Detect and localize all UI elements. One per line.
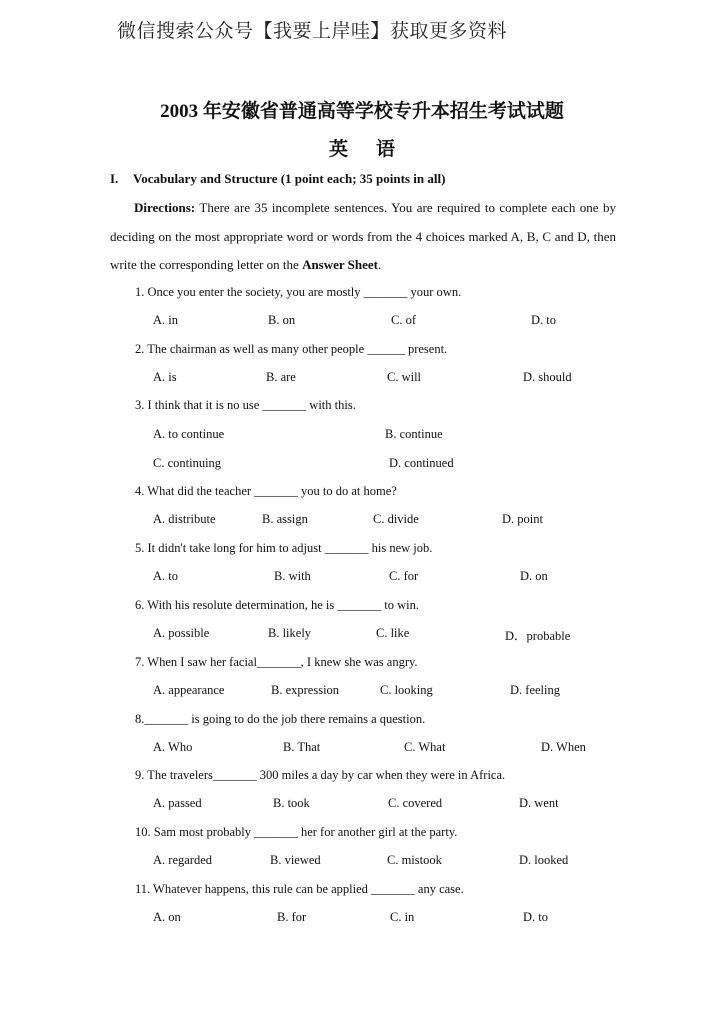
question-9-option-c: C. covered <box>388 796 443 810</box>
question-2: 2. The chairman as well as many other people ______ present. <box>135 342 448 356</box>
question-6: 6. With his resolute determination, he is _______ to win. <box>135 598 419 612</box>
question-1-option-d: D. to <box>531 313 556 327</box>
question-3-option-d: D. continued <box>389 456 454 470</box>
question-7-option-b: B. expression <box>271 683 340 697</box>
answer-sheet-label: Answer Sheet <box>302 257 379 272</box>
question-10-option-c: C. mistook <box>387 853 442 867</box>
directions-end: . <box>378 257 382 272</box>
question-6-option-d: D．probable <box>505 629 571 643</box>
question-5-option-a: A. to <box>153 569 178 583</box>
question-1-option-b: B. on <box>268 313 296 327</box>
directions-text: There are 35 incomplete sentences. You are required to complete each one by deciding on the most appropriate word or words from the 4 choices marked A, B, C and D, then write the corresponding letter on the <box>110 200 617 272</box>
question-9: 9. The travelers_______ 300 miles a day by car when they were in Africa. <box>135 768 506 782</box>
section-number: I. <box>110 171 119 186</box>
question-5-option-d: D. on <box>520 569 548 583</box>
question-5: 5. It didn't take long for him to adjust _______ his new job. <box>135 541 433 555</box>
directions-label: Directions: <box>134 200 196 215</box>
question-4-option-a: A. distribute <box>153 512 216 526</box>
section-heading-text: Vocabulary and Structure (1 point each; 35 points in all) <box>133 171 446 186</box>
question-1-option-c: C. of <box>391 313 416 327</box>
question-7-option-a: A. appearance <box>153 683 225 697</box>
question-8: 8._______ is going to do the job there remains a question. <box>135 712 426 726</box>
question-1: 1. Once you enter the society, you are mostly _______ your own. <box>135 285 462 299</box>
directions-paragraph <box>110 194 616 280</box>
question-6-option-a: A. possible <box>153 626 210 640</box>
question-9-option-b: B. took <box>273 796 310 810</box>
question-10-option-a: A. regarded <box>153 853 212 867</box>
question-8-option-d: D. When <box>541 740 586 754</box>
question-11-option-d: D. to <box>523 910 548 924</box>
question-4: 4. What did the teacher _______ you to do at home? <box>135 484 397 498</box>
question-2-option-c: C. will <box>387 370 422 384</box>
question-3-option-c: C. continuing <box>153 456 222 470</box>
question-4-option-b: B. assign <box>262 512 308 526</box>
question-7-option-d: D. feeling <box>510 683 560 697</box>
question-10-option-d: D. looked <box>519 853 569 867</box>
question-3: 3. I think that it is no use _______ with this. <box>135 398 356 412</box>
question-8-option-a: A. Who <box>153 740 193 754</box>
question-2-option-b: B. are <box>266 370 296 384</box>
question-6-option-b: B. likely <box>268 626 312 640</box>
watermark-banner: 微信搜索公众号【我要上岸哇】获取更多资料 <box>117 20 508 42</box>
section-heading <box>110 171 445 187</box>
question-6-option-c: C. like <box>376 626 410 640</box>
question-8-option-c: C. What <box>404 740 446 754</box>
question-1-option-a: A. in <box>153 313 178 327</box>
question-11: 11. Whatever happens, this rule can be applied _______ any case. <box>135 882 464 896</box>
question-10: 10. Sam most probably _______ her for another girl at the party. <box>135 825 458 839</box>
question-4-option-d: D. point <box>502 512 543 526</box>
question-11-option-c: C. in <box>390 910 415 924</box>
question-9-option-a: A. passed <box>153 796 202 810</box>
question-9-option-d: D. went <box>519 796 559 810</box>
question-7: 7. When I saw her facial_______, I knew she was angry. <box>135 655 418 669</box>
question-5-option-b: B. with <box>274 569 311 583</box>
question-11-option-a: A. on <box>153 910 181 924</box>
question-10-option-b: B. viewed <box>270 853 321 867</box>
subject-title: 英语 <box>328 139 423 160</box>
question-7-option-c: C. looking <box>380 683 433 697</box>
question-2-option-a: A. is <box>153 370 177 384</box>
question-5-option-c: C. for <box>389 569 419 583</box>
exam-title: 2003 年安徽省普通高等学校专升本招生考试试题 <box>160 101 564 122</box>
question-4-option-c: C. divide <box>373 512 419 526</box>
question-3-option-a: A. to continue <box>153 427 225 441</box>
question-11-option-b: B. for <box>277 910 307 924</box>
question-8-option-b: B. That <box>283 740 321 754</box>
question-2-option-d: D. should <box>523 370 572 384</box>
question-3-option-b: B. continue <box>385 427 443 441</box>
